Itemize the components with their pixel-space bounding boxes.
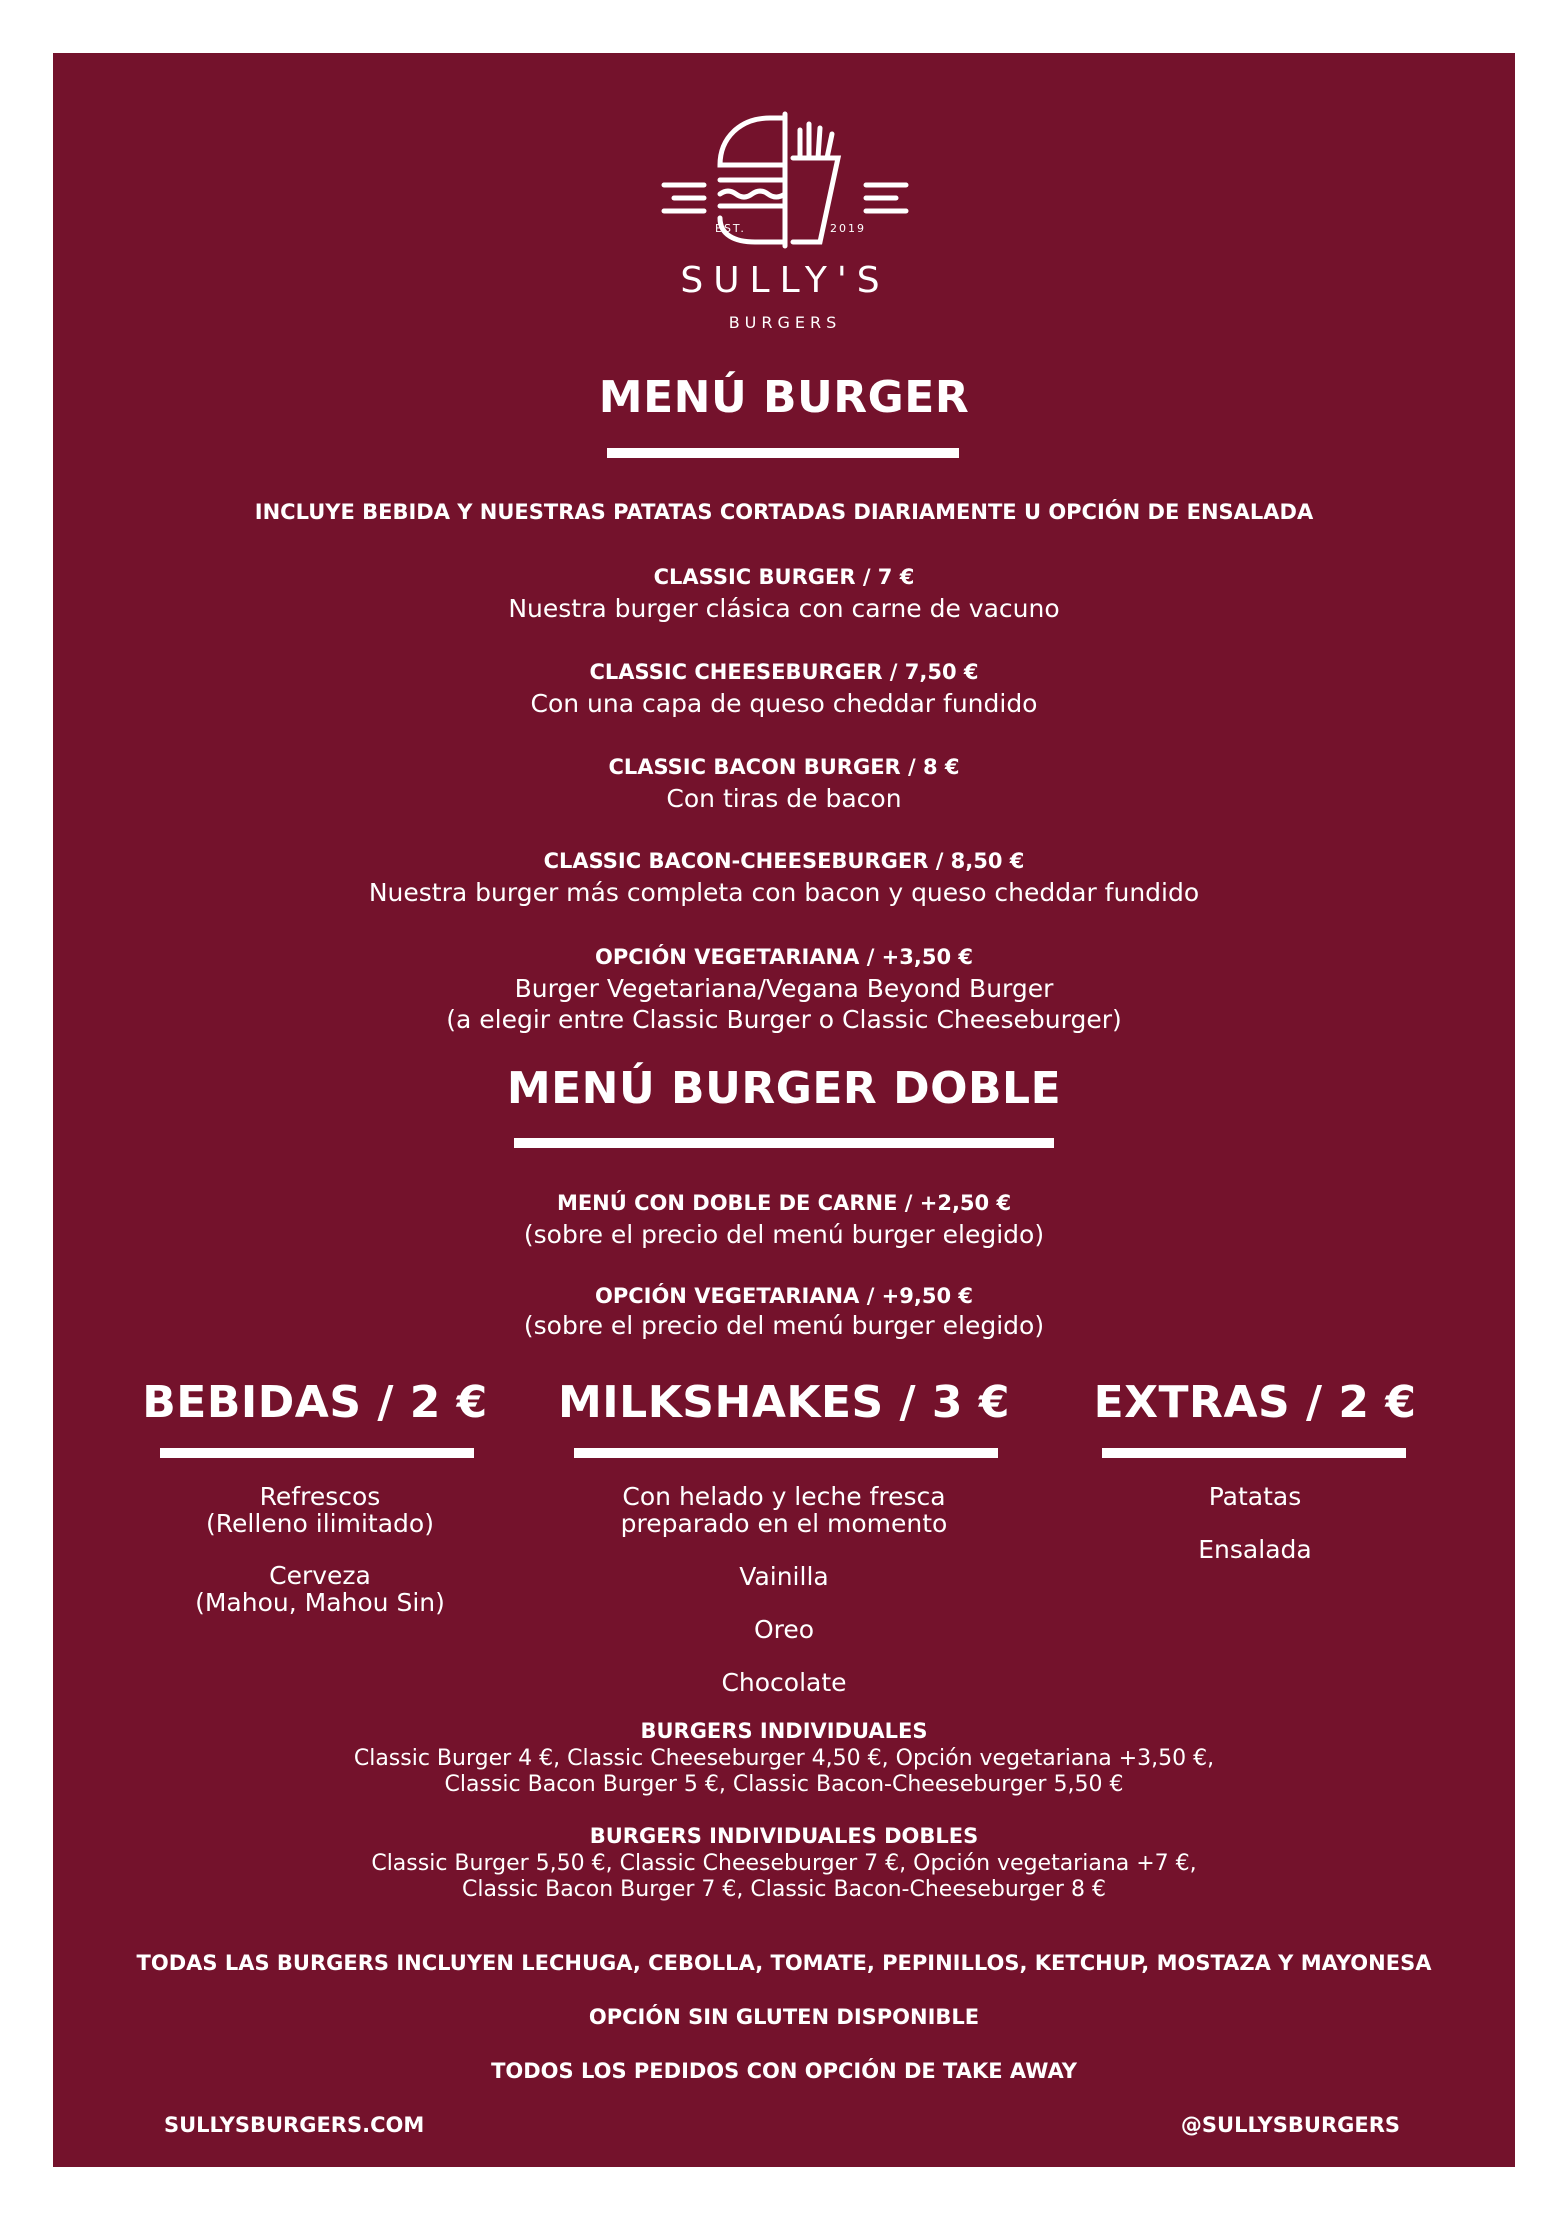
doble-carne-desc: (sobre el precio del menú burger elegido) [523, 1220, 1045, 1249]
item-vegetariana-desc2: (a elegir entre Classic Burger o Classic Cheeseburger) [446, 1005, 1122, 1034]
item-vegetariana-desc: Burger Vegetariana/Vegana Beyond Burger [514, 974, 1054, 1003]
milkshakes-line-2: preparado en el momento [620, 1509, 948, 1538]
menu-burger-subtitle: INCLUYE BEBIDA Y NUESTRAS PATATAS CORTADAS DIARIAMENTE U OPCIÓN DE ENSALADA [254, 500, 1314, 524]
menu-doble-title: MENÚ BURGER DOBLE [506, 1063, 1062, 1114]
extras-underline [1102, 1448, 1406, 1458]
extras-line-1: Patatas [1208, 1482, 1302, 1511]
footer-social[interactable]: @SULLYSBURGERS [1180, 2113, 1400, 2137]
milkshakes-line-4: Oreo [753, 1615, 815, 1644]
logo-est: EST. [715, 222, 746, 235]
item-vegetariana-title: OPCIÓN VEGETARIANA / +3,50 € [594, 945, 974, 969]
menu-burger-underline [607, 448, 959, 458]
note-take-away: TODOS LOS PEDIDOS CON OPCIÓN DE TAKE AWAY [491, 2059, 1077, 2083]
extras-line-2: Ensalada [1198, 1535, 1312, 1564]
extras-title: EXTRAS / 2 € [1093, 1377, 1417, 1428]
bebidas-title: BEBIDAS / 2 € [142, 1377, 488, 1428]
item-bacon-burger-title: CLASSIC BACON BURGER / 8 € [608, 755, 960, 779]
milkshakes-title: MILKSHAKES / 3 € [558, 1377, 1010, 1428]
note-ingredients: TODAS LAS BURGERS INCLUYEN LECHUGA, CEBOLLA, TOMATE, PEPINILLOS, KETCHUP, MOSTAZA Y MAYONESA [136, 1951, 1432, 1975]
milkshakes-line-1: Con helado y leche fresca [622, 1482, 946, 1511]
milkshakes-underline [574, 1448, 998, 1458]
bebidas-line-4: (Mahou, Mahou Sin) [195, 1588, 445, 1617]
individuales-dobles-line-1: Classic Burger 5,50 €, Classic Cheeseburger 7 €, Opción vegetariana +7 €, [371, 1851, 1197, 1876]
logo-name: SULLY'S [680, 260, 890, 301]
note-gluten: OPCIÓN SIN GLUTEN DISPONIBLE [588, 2005, 980, 2029]
menu-doble-underline [514, 1138, 1054, 1148]
footer-website[interactable]: SULLYSBURGERS.COM [164, 2113, 425, 2137]
individuales-dobles-line-2: Classic Bacon Burger 7 €, Classic Bacon-Cheeseburger 8 € [462, 1877, 1106, 1902]
individuales-title: BURGERS INDIVIDUALES [640, 1719, 928, 1743]
item-cheeseburger-desc: Con una capa de queso cheddar fundido [530, 689, 1038, 718]
bebidas-line-2: (Relleno ilimitado) [206, 1509, 434, 1538]
individuales-line-1: Classic Burger 4 €, Classic Cheeseburger 4,50 €, Opción vegetariana +3,50 €, [353, 1746, 1215, 1771]
bebidas-line-1: Refrescos [259, 1482, 381, 1511]
individuales-line-2: Classic Bacon Burger 5 €, Classic Bacon-Cheeseburger 5,50 € [444, 1772, 1124, 1797]
milkshakes-line-3: Vainilla [739, 1562, 829, 1591]
item-classic-burger-desc: Nuestra burger clásica con carne de vacuno [508, 594, 1060, 623]
item-bacon-cheeseburger-title: CLASSIC BACON-CHEESEBURGER / 8,50 € [543, 849, 1025, 873]
milkshakes-line-5: Chocolate [721, 1668, 847, 1697]
doble-vegetariana-title: OPCIÓN VEGETARIANA / +9,50 € [594, 1284, 974, 1308]
item-bacon-burger-desc: Con tiras de bacon [666, 784, 902, 813]
individuales-dobles-title: BURGERS INDIVIDUALES DOBLES [589, 1824, 979, 1848]
bebidas-line-3: Cerveza [269, 1561, 371, 1590]
item-classic-burger-title: CLASSIC BURGER / 7 € [653, 565, 915, 589]
item-cheeseburger-title: CLASSIC CHEESEBURGER / 7,50 € [589, 660, 979, 684]
logo-year: 2019 [830, 222, 866, 235]
menu-burger-title: MENÚ BURGER [598, 372, 970, 423]
logo-sub: BURGERS [728, 313, 842, 332]
bebidas-underline [160, 1448, 474, 1458]
item-bacon-cheeseburger-desc: Nuestra burger más completa con bacon y queso cheddar fundido [368, 878, 1200, 907]
doble-vegetariana-desc: (sobre el precio del menú burger elegido) [523, 1311, 1045, 1340]
doble-carne-title: MENÚ CON DOBLE DE CARNE / +2,50 € [556, 1191, 1012, 1215]
burger-fries-logo-icon [660, 110, 910, 250]
